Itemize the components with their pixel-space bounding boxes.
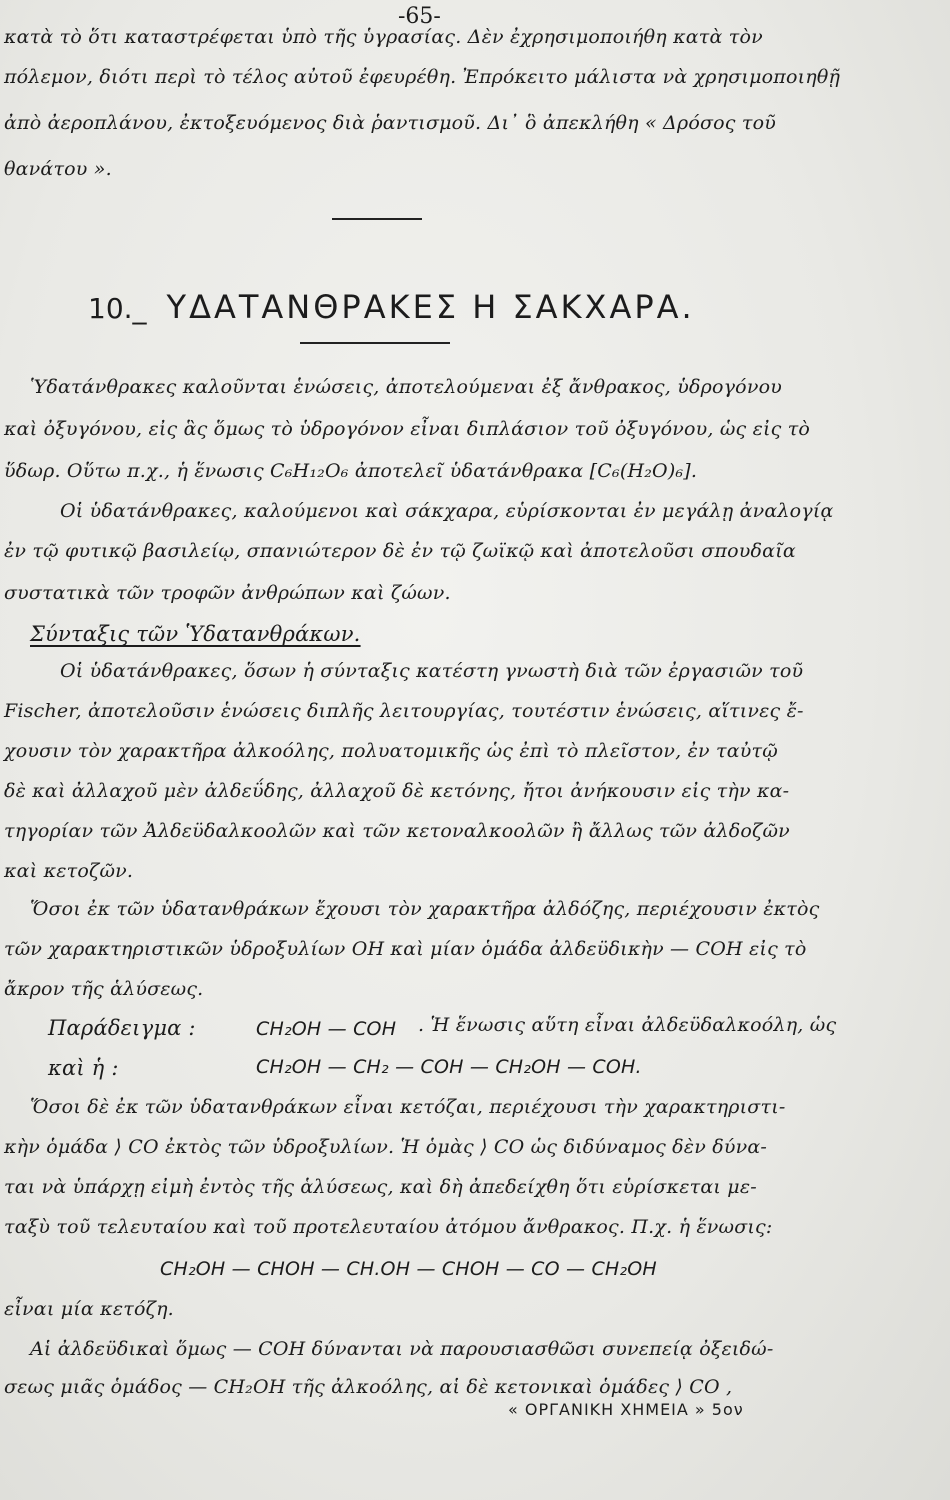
page-number: -65-	[398, 4, 441, 29]
paragraph-line: ὕδωρ. Οὕτω π.χ., ἡ ἕνωσις C₆H₁₂O₆ ἀποτελεῖ ὑδατάνθρακα [C₆(H₂O)₆].	[4, 460, 698, 482]
section-number: 10._	[88, 292, 147, 325]
ketose-formula: CH₂OH — CHOH — CH.OH — CHOH — CO — CH₂OH	[160, 1258, 657, 1280]
paragraph-line: Αἱ ἀλδεϋδικαὶ ὅμως — COH δύνανται νὰ παρουσιασθῶσι συνεπείᾳ ὀξειδώ-	[30, 1338, 774, 1360]
paragraph-line: Οἱ ὑδατάνθρακες, ὅσων ἡ σύνταξις κατέστη γνωστὴ διὰ τῶν ἐργασιῶν τοῦ	[60, 660, 804, 682]
paragraph-line: ταξὺ τοῦ τελευταίου καὶ τοῦ προτελευταίου ἀτόμου ἄνθρακος. Π.χ. ἡ ἕνωσις:	[4, 1216, 773, 1238]
section-title: ΥΔΑΤΑΝΘΡΑΚΕΣ Η ΣΑΚΧΑΡΑ.	[166, 288, 695, 326]
intro-line: θανάτου ».	[4, 158, 112, 180]
paragraph-line: Οἱ ὑδατάνθρακες, καλούμενοι καὶ σάκχαρα, εὑρίσκονται ἐν μεγάλῃ ἀναλογίᾳ	[60, 500, 834, 522]
paragraph-line: Ὑδατάνθρακες καλοῦνται ἑνώσεις, ἀποτελούμεναι ἐξ ἄνθρακος, ὑδρογόνου	[30, 376, 782, 398]
intro-line: πόλεμον, διότι περὶ τὸ τέλος αὐτοῦ ἐφευρέθη. Ἐπρόκειτο μάλιστα νὰ χρησιμοποιηθῇ	[4, 66, 841, 88]
paragraph-line: τῶν χαρακτηριστικῶν ὑδροξυλίων OH καὶ μίαν ὁμάδα ἀλδεϋδικὴν — COH εἰς τὸ	[4, 938, 807, 960]
paragraph-line: καὶ κετοζῶν.	[4, 860, 134, 882]
subheading: Σύνταξις τῶν Ὑδατανθράκων.	[30, 622, 361, 646]
paragraph-line: σεως μιᾶς ὁμάδος — CH₂OH τῆς ἀλκοόλης, αἱ δὲ κετονικαὶ ὁμάδες ⟩ CO ,	[4, 1376, 733, 1398]
paragraph-line: δὲ καὶ ἀλλαχοῦ μὲν ἀλδεΰδης, ἀλλαχοῦ δὲ κετόνης, ἤτοι ἀνήκουσιν εἰς τὴν κα-	[4, 780, 790, 802]
paragraph-line: καὶ ὀξυγόνου, εἰς ἃς ὅμως τὸ ὑδρογόνον εἶναι διπλάσιον τοῦ ὀξυγόνου, ὡς εἰς τὸ	[4, 418, 811, 440]
section-heading	[88, 288, 695, 326]
intro-line: κατὰ τὸ ὅτι καταστρέφεται ὑπὸ τῆς ὑγρασίας. Δὲν ἐχρησιμοποιήθη κατὰ τὸν	[4, 26, 763, 48]
paragraph-line: Ὅσοι δὲ ἐκ τῶν ὑδατανθράκων εἶναι κετόζαι, περιέχουσι τὴν χαρακτηριστι-	[30, 1096, 786, 1118]
paragraph-line: ται νὰ ὑπάρχῃ εἰμὴ ἐντὸς τῆς ἁλύσεως, καὶ δὴ ἀπεδείχθη ὅτι εὑρίσκεται με-	[4, 1176, 757, 1198]
paragraph-line: ἐν τῷ φυτικῷ βασιλείῳ, σπανιώτερον δὲ ἐν τῷ ζωϊκῷ καὶ ἀποτελοῦσι σπουδαῖα	[4, 540, 796, 562]
intro-line: ἀπὸ ἀεροπλάνου, ἐκτοξευόμενος διὰ ῥαντισμοῦ. Δι᾽ ὃ ἀπεκλήθη « Δρόσος τοῦ	[4, 112, 776, 134]
paragraph-line: τηγορίαν τῶν Ἀλδεϋδαλκοολῶν καὶ τῶν κετοναλκοολῶν ἢ ἄλλως τῶν ἀλδοζῶν	[4, 820, 790, 842]
paragraph-line: κὴν ὁμάδα ⟩ CO ἐκτὸς τῶν ὑδροξυλίων. Ἡ ὁμὰς ⟩ CO ὡς διδύναμος δὲν δύνα-	[4, 1136, 767, 1158]
section-divider	[332, 218, 422, 220]
paragraph-line: Ὅσοι ἐκ τῶν ὑδατανθράκων ἔχουσι τὸν χαρακτῆρα ἀλδόζης, περιέχουσιν ἐκτὸς	[30, 898, 820, 920]
book-footer: « ΟΡΓΑΝΙΚΗ ΧΗΜΕΙΑ » 5ον	[508, 1400, 744, 1419]
paragraph-line: χουσιν τὸν χαρακτῆρα ἀλκοόλης, πολυατομικῆς ὡς ἐπὶ τὸ πλεῖστον, ἐν ταὐτῷ	[4, 740, 778, 762]
heading-underline	[300, 342, 450, 344]
paragraph-line: ἄκρον τῆς ἁλύσεως.	[4, 978, 204, 1000]
paragraph-line: συστατικὰ τῶν τροφῶν ἀνθρώπων καὶ ζώων.	[4, 582, 451, 604]
paragraph-line: εἶναι μία κετόζη.	[4, 1298, 174, 1320]
paragraph-line: Fischer, ἀποτελοῦσιν ἑνώσεις διπλῆς λειτουργίας, τουτέστιν ἑνώσεις, αἵτινες ἔ-	[4, 700, 804, 722]
example-label: καὶ ἡ :	[48, 1056, 119, 1080]
example-formula: CH₂OH — COH	[256, 1018, 397, 1040]
example-text: . Ἡ ἕνωσις αὕτη εἶναι ἀλδεϋδαλκοόλη, ὡς	[418, 1014, 837, 1036]
example-formula: CH₂OH — CH₂ — COH — CH₂OH — COH.	[256, 1056, 642, 1078]
example-label: Παράδειγμα :	[48, 1016, 196, 1040]
